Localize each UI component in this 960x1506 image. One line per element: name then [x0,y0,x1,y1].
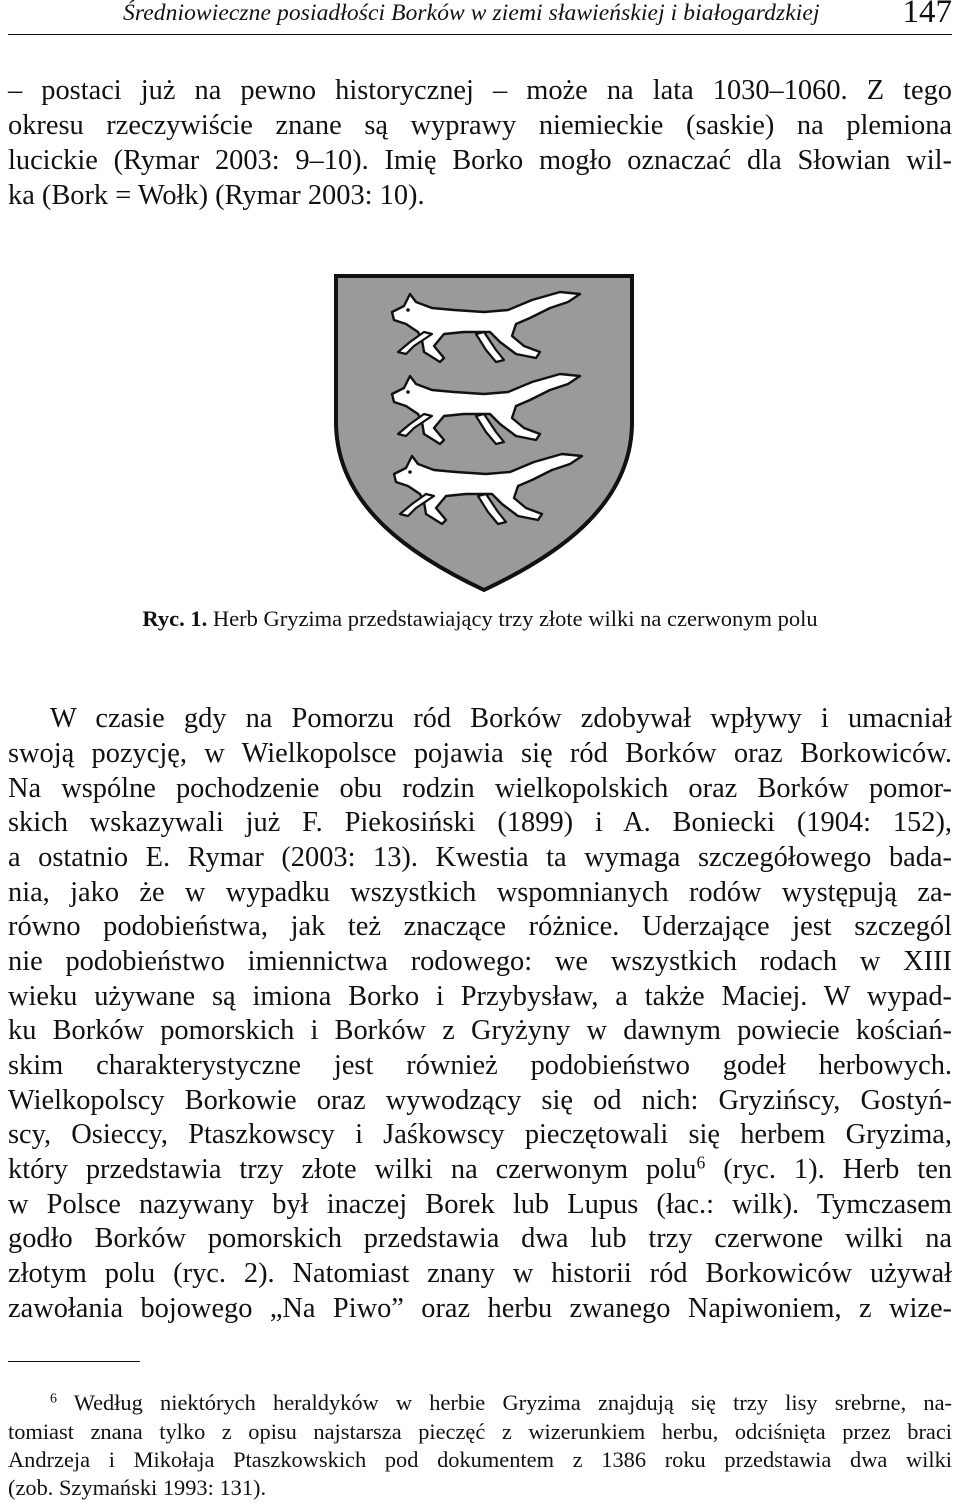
text-line: W czasie gdy na Pomorzu ród Borków zdobywał wpływy i umacniał [50,703,952,734]
text-line [8,1153,952,1187]
header-rule [8,34,952,35]
footnote-rule [8,1361,140,1362]
footnote-line [50,1389,952,1416]
text-line: ku Borków pomorskich i Borków z Gryżyny w dawnym powiecie kościań- [8,1015,952,1046]
footnote-line: (zob. Szymański 1993: 131). [8,1475,267,1500]
text-line: równo podobieństwa, jak też znaczące różnice. Uderzające jest szczegól [8,911,952,942]
text-line: Wielkopolscy Borkowie oraz wywodzący się od nich: Gryzińscy, Gostyń- [8,1085,952,1116]
text-line: wieku używane są imiona Borko i Przybysław, a także Maciej. W wypad- [8,981,952,1012]
text-line: nia, jako że w wypadku wszystkich wspomnianych rodów występują za- [8,877,952,908]
text-line-part: (ryc. 1). Herb ten [705,1154,952,1185]
text-line: Na wspólne pochodzenie obu rodzin wielkopolskich oraz Borków pomor- [8,773,952,804]
text-line: scy, Osieccy, Ptaszkowscy i Jaśkowscy pieczętowali się herbem Gryzima, [8,1119,952,1150]
footnote-line: Andrzeja i Mikołaja Ptaszkowskich pod dokumentem z 1386 roku przedstawia dwa wilki [8,1447,952,1472]
text-line: godło Borków pomorskich przedstawia dwa lub trzy czerwone wilki na [8,1223,952,1254]
text-line: okresu rzeczywiście znane są wyprawy niemieckie (saskie) na plemiona [8,110,952,141]
text-line: lucickie (Rymar 2003: 9–10). Imię Borko mogło oznaczać dla Słowian wil- [8,145,952,176]
text-line: nie podobieństwo imiennictwa rodowego: we wszystkich rodach w XIII [8,946,952,977]
text-line: a ostatnio E. Rymar (2003: 13). Kwestia ta wymaga szczegółowego bada- [8,842,952,873]
coat-of-arms-three-wolves-icon [332,272,636,592]
page-number: 147 [902,0,952,30]
text-line-part: który przedstawia trzy złote wilki na czerwonym polu [8,1154,697,1185]
text-line: skim charakterystyczne jest również podobieństwo godeł herbowych. [8,1050,952,1081]
footnote-reference: 6 [696,1152,706,1173]
text-line: swoją pozycję, w Wielkopolsce pojawia się ród Borków oraz Borkowiców. [8,738,952,769]
text-line: – postaci już na pewno historycznej – może na lata 1030–1060. Z tego [8,75,952,106]
figure-caption [0,606,960,632]
text-line: ka (Bork = Wołk) (Rymar 2003: 10). [8,180,425,211]
footnote-text: Według niektórych heraldyków w herbie Gryzima znajdują się trzy lisy srebrne, na- [56,1390,952,1415]
running-header [8,0,952,34]
running-header-title: Średniowieczne posiadłości Borków w ziemi sławieńskiej i białogardzkiej [123,0,820,26]
figure-caption-label: Ryc. 1. [142,606,208,631]
footnote-line: tomiast znana tylko z opisu najstarsza pieczęć z wizerunkiem herbu, odciśnięta przez braci [8,1419,952,1444]
text-line: skich wskazywali już F. Piekosiński (1899) i A. Boniecki (1904: 152), [8,807,952,838]
text-line: w Polsce nazywany był inaczej Borek lub Lupus (łac.: wilk). Tymczasem [8,1189,952,1220]
figure-caption-text: Herb Gryzima przedstawiający trzy złote wilki na czerwonym polu [207,606,818,631]
text-line: zawołania bojowego „Na Piwo” oraz herbu zwanego Napiwoniem, z wize- [8,1293,952,1324]
text-line: złotym polu (ryc. 2). Natomiast znany w historii ród Borkowiców używał [8,1258,952,1289]
footnote-marker: 6 [50,1391,57,1407]
